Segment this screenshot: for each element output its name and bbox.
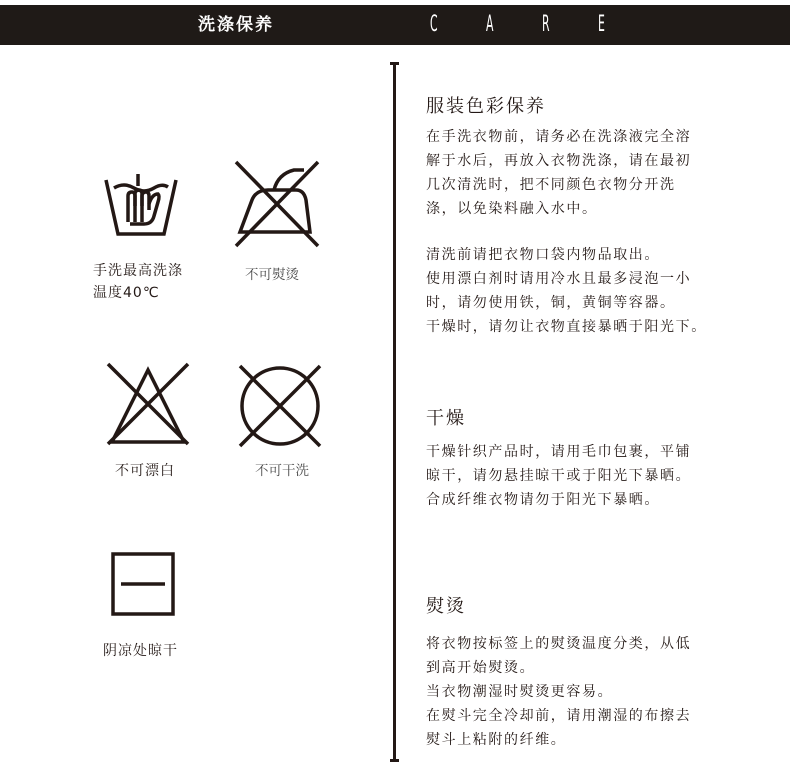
do-not-bleach-caption: 不可漂白 <box>115 463 175 479</box>
header-letter: C <box>430 12 438 37</box>
header-letter: A <box>486 12 494 37</box>
column-divider <box>393 62 396 762</box>
do-not-dry-clean-icon <box>236 362 324 450</box>
hand-wash-40-icon <box>104 172 178 236</box>
do-not-dry-clean-caption: 不可干洗 <box>255 463 309 479</box>
header-letter: E <box>598 12 605 37</box>
section-heading-ironing: 熨烫 <box>426 596 466 617</box>
section-heading-color-care: 服装色彩保养 <box>426 96 546 117</box>
section-paragraph: 干燥针织产品时，请用毛巾包裹，平铺 晾干，请勿悬挂晾干或于阳光下暴晒。 合成纤维衣物请勿于阳光下暴晒。 <box>426 444 692 508</box>
section-paragraph: 清洗前请把衣物口袋内物品取出。 使用漂白剂时请用冷水且最多浸泡一小 时，请勿使用铁，铜，黄铜等容器。 干燥时，请勿让衣物直接暴晒于阳光下。 <box>426 247 707 335</box>
section-paragraph: 将衣物按标签上的熨烫温度分类，从低 到高开始熨烫。 当衣物潮湿时熨烫更容易。 在熨斗完全冷却前，请用潮湿的布擦去 熨斗上粘附的纤维。 <box>426 636 692 748</box>
do-not-iron-caption: 不可熨烫 <box>245 267 299 283</box>
section-heading-drying: 干燥 <box>426 408 466 429</box>
shade-dry-caption: 阴凉处晾干 <box>103 643 178 659</box>
header-title-cn: 洗涤保养 <box>198 15 274 35</box>
shade-dry-icon <box>111 552 175 616</box>
do-not-iron-icon <box>234 160 320 248</box>
header-letter: R <box>542 12 550 37</box>
section-paragraph: 在手洗衣物前，请务必在洗涤液完全溶 解于水后，再放入衣物洗涤，请在最初 几次清洗时，把不同颜色衣物分开洗 涤，以免染料融入水中。 <box>426 129 692 217</box>
do-not-bleach-icon <box>106 362 190 446</box>
hand-wash-caption: 手洗最高洗涤 温度40℃ <box>93 263 183 301</box>
header-bar <box>0 5 790 45</box>
